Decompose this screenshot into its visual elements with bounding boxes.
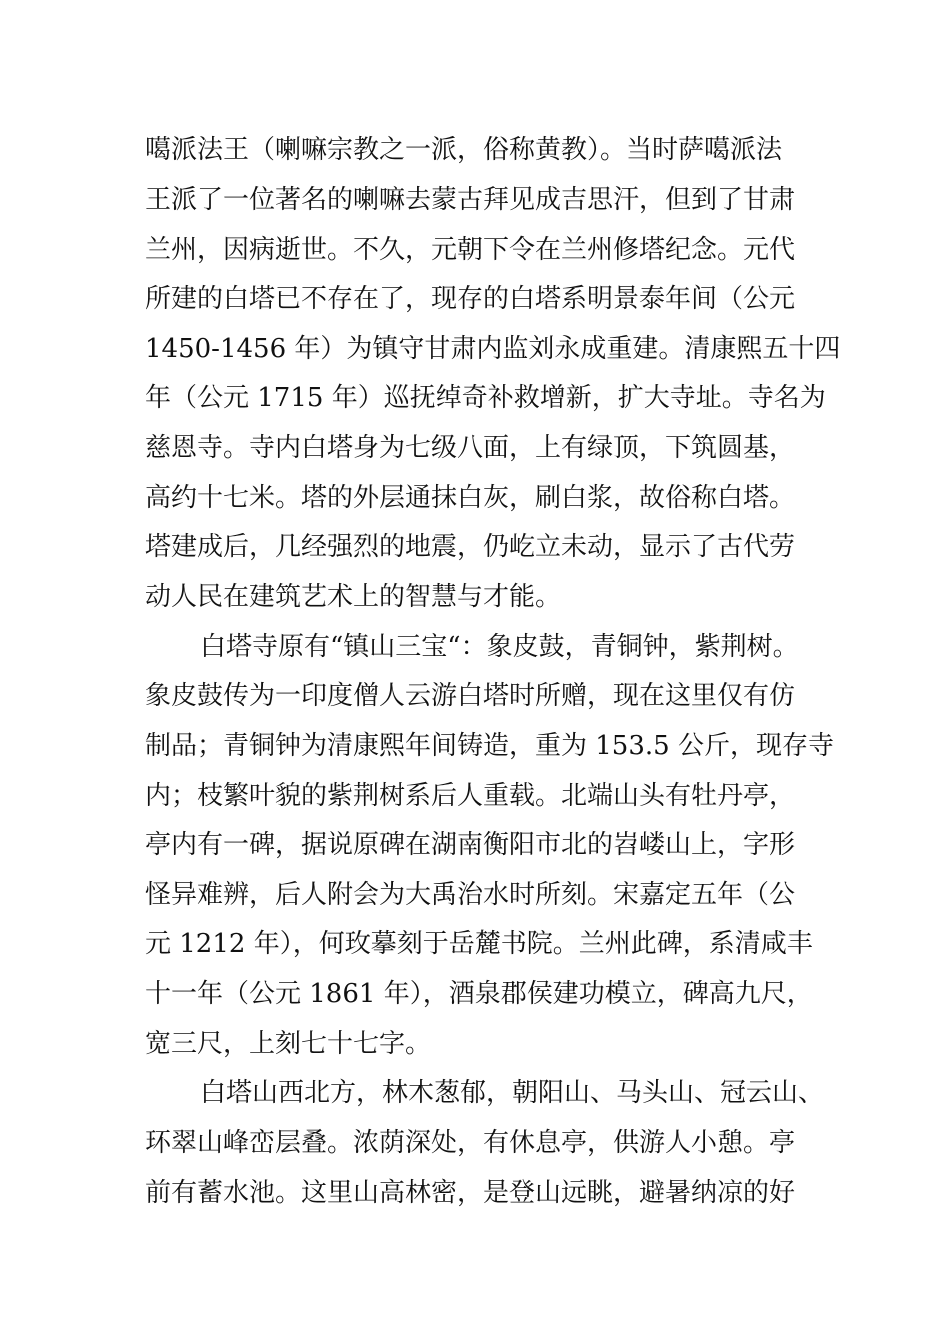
paragraph-first-line: 白塔山西北方，林木葱郁，朝阳山、马头山、冠云山、 <box>200 1078 825 1108</box>
text-line: 兰州，因病逝世。不久，元朝下令在兰州修塔纪念。元代 <box>145 235 796 265</box>
text-line: 元 1212 年），何玫摹刻于岳麓书院。兰州此碑，系清咸丰 <box>145 929 813 959</box>
text-line: 亭内有一碑，据说原碑在湖南衡阳市北的岧嵝山上，字形 <box>145 830 796 860</box>
text-line: 年（公元 1715 年）巡抚绰奇补救增新，扩大寺址。寺名为 <box>145 383 826 413</box>
text-line: 内；枝繁叶貌的紫荆树系后人重载。北端山头有牡丹亭， <box>145 781 796 811</box>
text-line: 慈恩寺。寺内白塔身为七级八面，上有绿顶，下筑圆基， <box>145 433 796 463</box>
text-line: 十一年（公元 1861 年），酒泉郡侯建功模立，碑高九尺， <box>145 979 813 1009</box>
paragraph-first-line: 白塔寺原有“镇山三宝“：象皮鼓，青铜钟，紫荆树。 <box>200 632 799 662</box>
text-line: 王派了一位著名的喇嘛去蒙古拜见成吉思汗，但到了甘肃 <box>145 185 796 215</box>
text-line: 高约十七米。塔的外层通抹白灰，刷白浆，故俗称白塔。 <box>145 483 796 513</box>
text-line: 所建的白塔已不存在了，现存的白塔系明景泰年间（公元 <box>145 284 796 314</box>
text-line: 宽三尺，上刻七十七字。 <box>145 1029 432 1059</box>
text-line: 1450-1456 年）为镇守甘肃内监刘永成重建。清康熙五十四 <box>145 334 841 364</box>
text-line: 制品；青铜钟为清康熙年间铸造，重为 153.5 公斤，现存寺 <box>145 731 834 761</box>
text-line: 怪异难辨，后人附会为大禹治水时所刻。宋嘉定五年（公 <box>145 880 796 910</box>
text-line: 前有蓄水池。这里山高林密，是登山远眺，避暑纳凉的好 <box>145 1178 796 1208</box>
text-line: 动人民在建筑艺术上的智慧与才能。 <box>145 582 562 612</box>
text-line: 噶派法王（喇嘛宗教之一派，俗称黄教）。当时萨噶派法 <box>145 135 783 165</box>
text-line: 环翠山峰峦层叠。浓荫深处，有休息亭，供游人小憩。亭 <box>145 1128 796 1158</box>
text-line: 象皮鼓传为一印度僧人云游白塔时所赠，现在这里仅有仿 <box>145 681 796 711</box>
text-line: 塔建成后，几经强烈的地震，仍屹立未动，显示了古代劳 <box>145 532 796 562</box>
